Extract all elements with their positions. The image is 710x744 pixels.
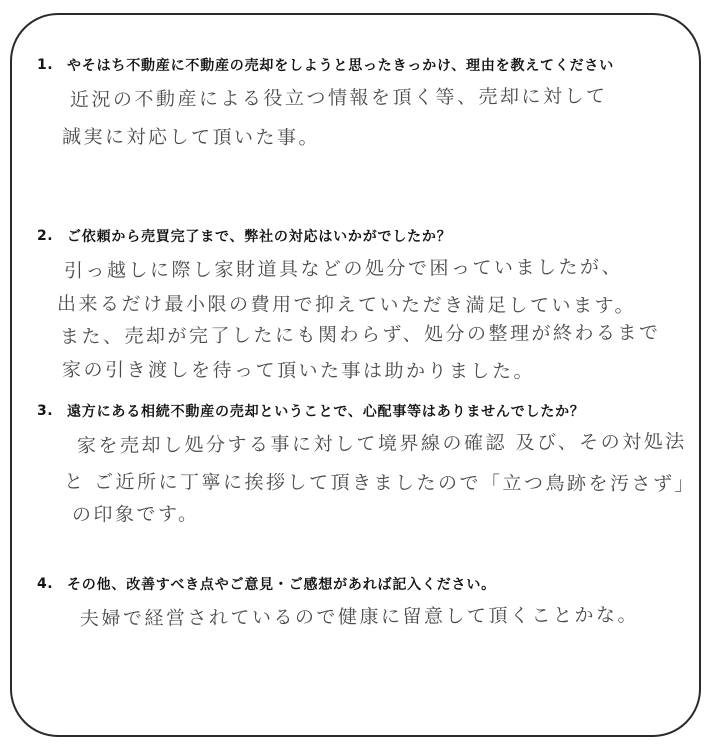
question-1 — [12, 57, 699, 76]
question-block-2 — [12, 228, 699, 387]
survey-form-frame — [10, 13, 701, 737]
handwritten-line: 出来るだけ最小限の費用で抑えていただき満足しています。 — [56, 292, 637, 317]
question-4-text: その他、改善すべき点やご意見・ご感想があれば記入ください。 — [67, 577, 496, 593]
handwritten-line: 家の引き渡しを待って頂いた事は助かりました。 — [61, 358, 536, 383]
handwritten-line: と ご近所に丁寧に挨拶して頂きましたので「立つ鳥跡を汚さず」 — [63, 470, 697, 496]
handwritten-line: また、売却が完了したにも関わらず、処分の整理が終わるまで — [59, 321, 661, 348]
handwritten-line: 家を売却し処分する事に対して境界線の確認 及び、その対処法 — [76, 430, 687, 457]
question-3 — [12, 403, 699, 422]
question-1-text: やそはち不動産に不動産の売却をしようと思ったきっかけ、理由を教えてください — [67, 58, 615, 74]
question-block-1 — [12, 57, 699, 154]
question-4-number: 4. — [37, 576, 54, 592]
question-block-4 — [12, 576, 699, 636]
handwritten-line: 近況の不動産による役立つ情報を頂く等、売却に対して — [69, 85, 608, 111]
handwritten-line: 夫婦で経営されているので健康に留意して頂くことかな。 — [79, 603, 640, 630]
question-block-3 — [12, 403, 699, 532]
question-2-number: 2. — [37, 228, 54, 244]
question-1-number: 1. — [37, 57, 54, 73]
question-2-text: ご依頼から売買完了まで、弊社の対応はいかがでしたか？ — [67, 229, 452, 245]
answer-3 — [12, 430, 699, 532]
question-2 — [12, 228, 699, 247]
answer-2 — [12, 255, 699, 387]
question-3-text: 遠方にある相続不動産の売却ということで、心配事等はありませんでしたか？ — [67, 404, 585, 420]
question-3-number: 3. — [37, 403, 54, 419]
question-4 — [12, 576, 699, 595]
handwritten-line: 引っ越しに際し家財道具などの処分で困っていましたが、 — [63, 255, 624, 282]
handwritten-line: 誠実に対応して頂いた事。 — [61, 125, 321, 149]
handwritten-line: の印象です。 — [71, 503, 200, 526]
answer-1 — [12, 84, 699, 154]
answer-4 — [12, 603, 699, 636]
